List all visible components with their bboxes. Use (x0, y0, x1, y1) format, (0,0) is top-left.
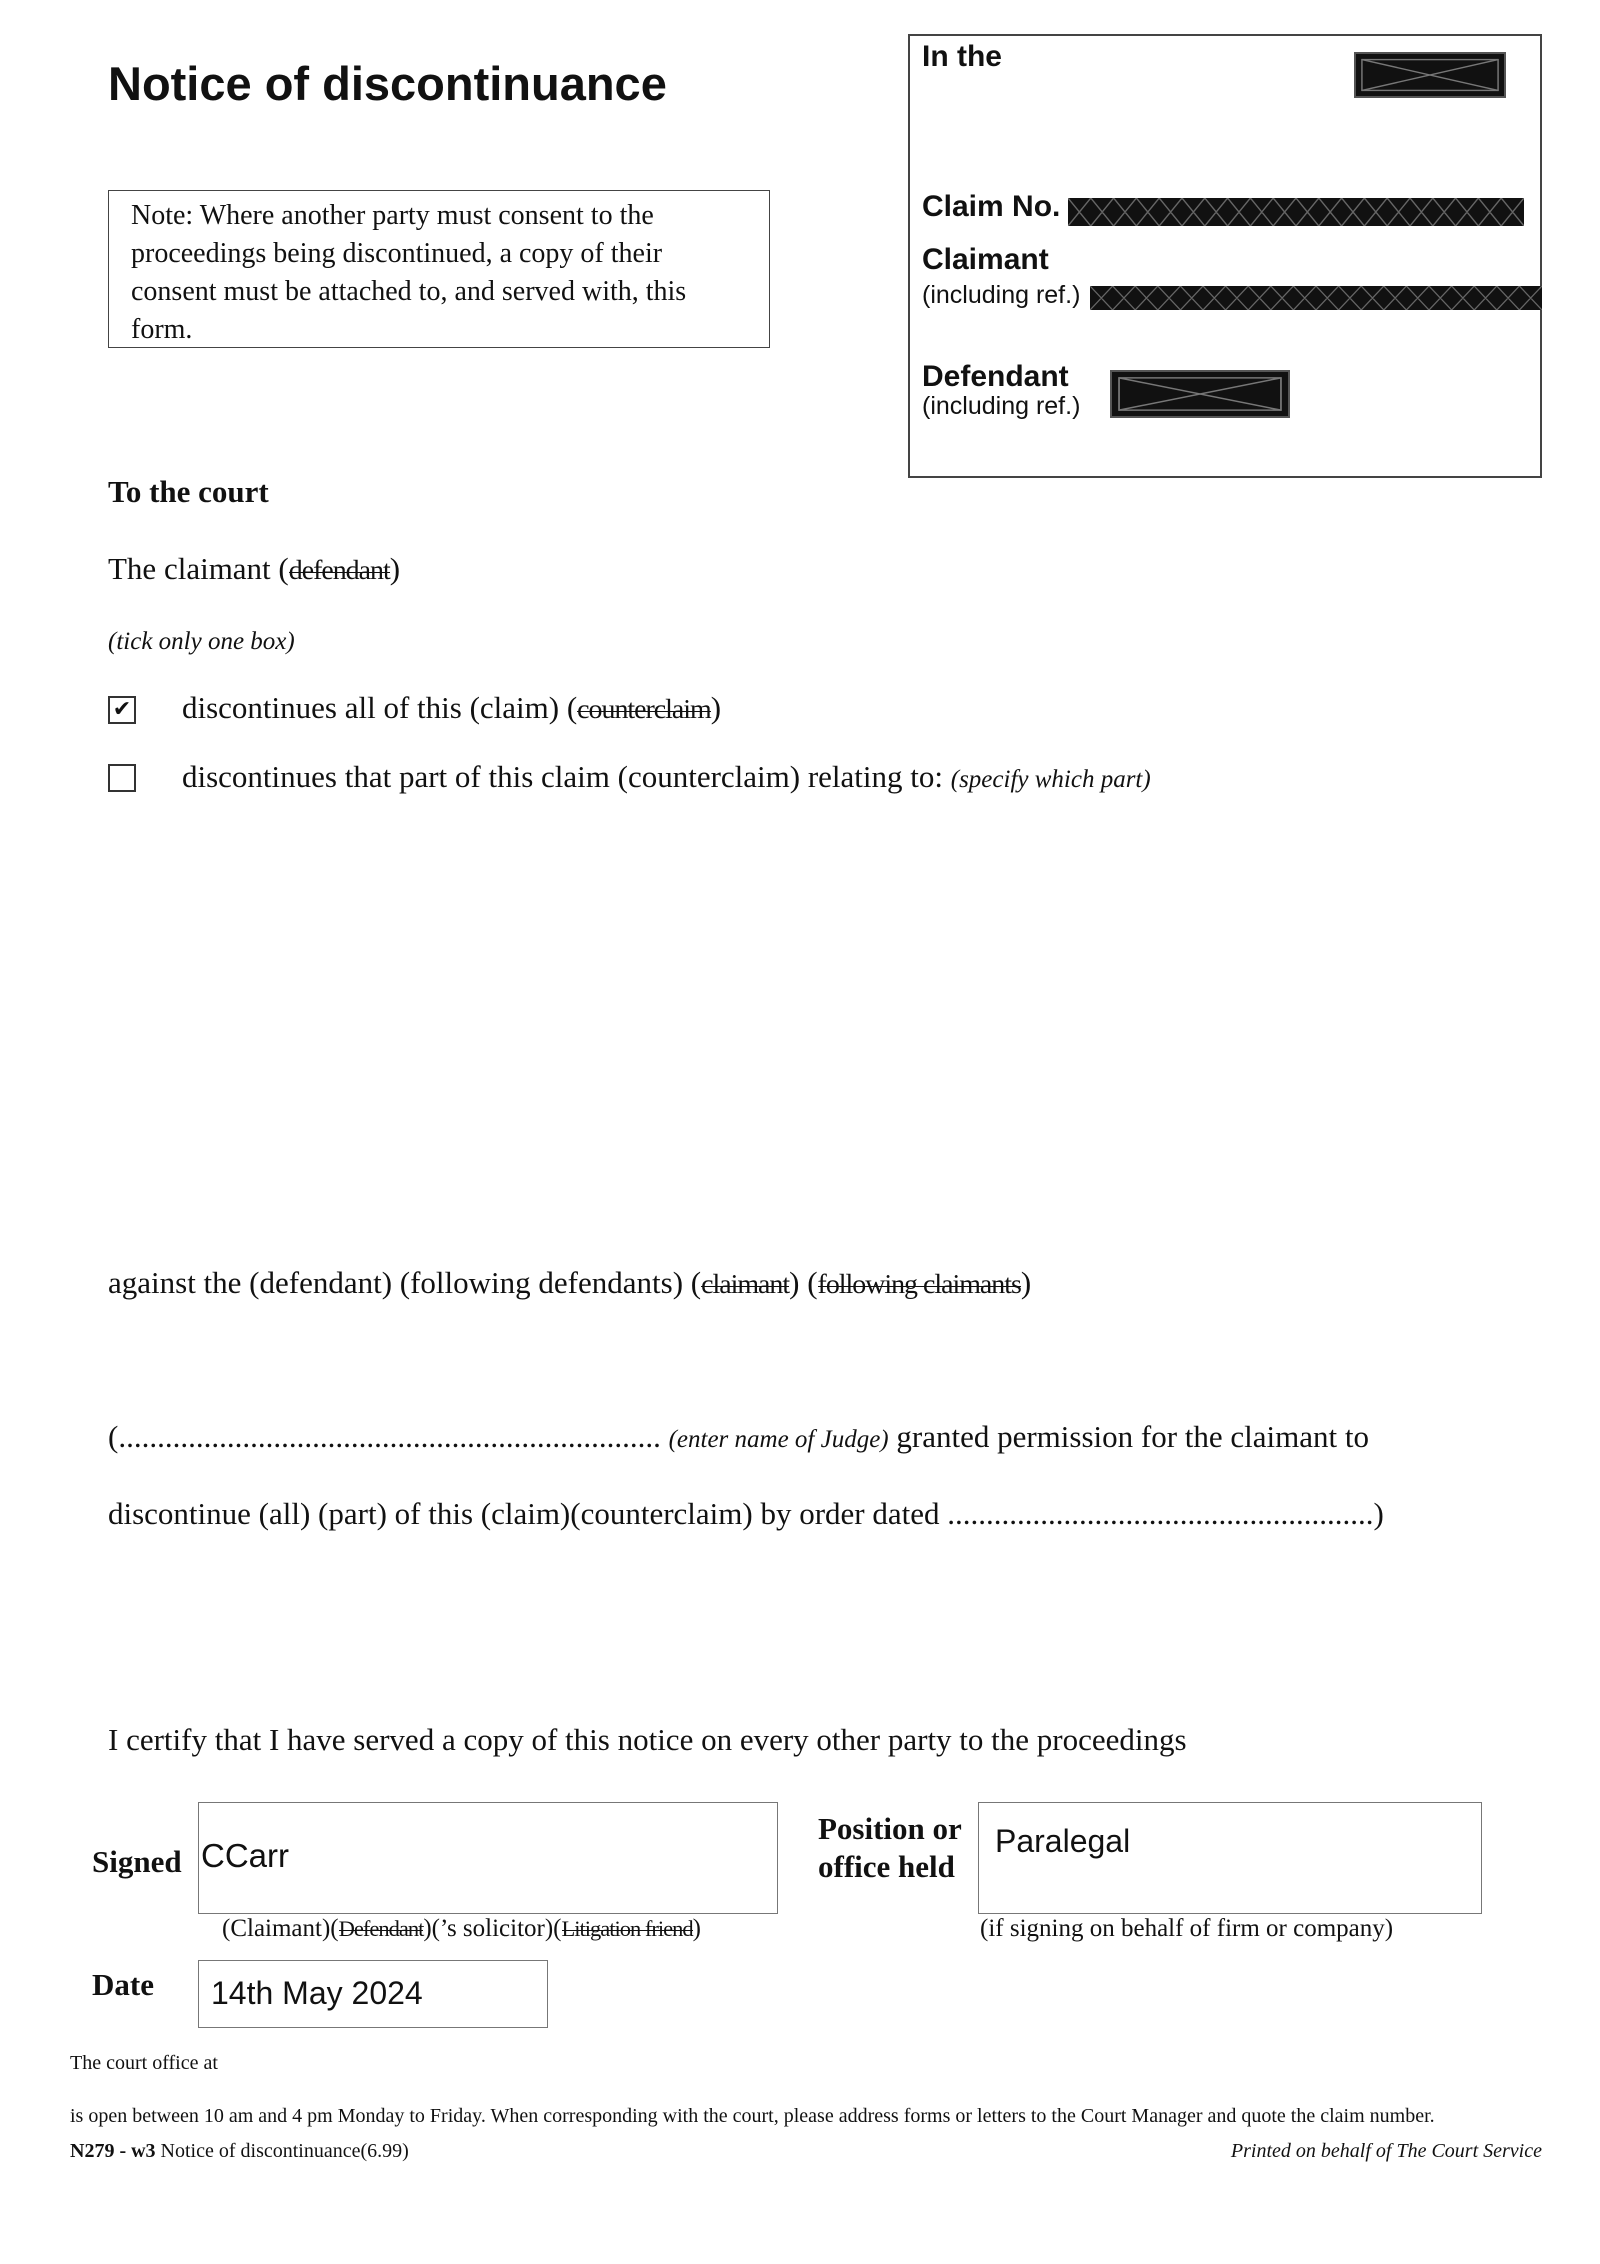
against-suffix: ) (1020, 1265, 1032, 1300)
option-part-hint: (specify which part) (950, 766, 1151, 793)
tick-hint: (tick only one box) (108, 628, 295, 655)
defendant-label: Defendant (922, 360, 1069, 393)
signer-roles (222, 1915, 701, 1943)
certify-statement: I certify that I have served a copy of this notice on every other party to the proceedings (108, 1722, 1187, 1757)
judge-text: granted permission for the claimant to (896, 1419, 1370, 1454)
struck-claimant: claimant (701, 1269, 790, 1300)
struck-defendant: defendant (288, 555, 390, 586)
party-suffix: ) (389, 551, 401, 586)
defendant-ref-label: (including ref.) (922, 392, 1081, 420)
position-label-line1: Position or (818, 1811, 962, 1846)
signature-value: CCarr (201, 1837, 289, 1874)
defendant-redacted (1110, 370, 1290, 418)
role-solicitor: )(’s solicitor)( (423, 1915, 562, 1942)
in-the-label: In the (922, 40, 1002, 73)
discontinue-all-checkbox[interactable] (108, 696, 136, 724)
judge-hint: (enter name of Judge) (668, 1426, 889, 1453)
option-all-label: discontinues all of this (claim) ( (182, 690, 578, 725)
claimant-ref-label: (including ref.) (922, 281, 1081, 309)
office-hours-text: is open between 10 am and 4 pm Monday to Friday. When corresponding with the court, please address forms or letters to the Court Manager and quote the claim number. (70, 2105, 1435, 2127)
against-mid: ) ( (789, 1265, 818, 1300)
court-office-text: The court office at (70, 2052, 218, 2074)
option-all-text (182, 690, 721, 726)
option-part-label: discontinues that part of this claim (counterclaim) relating to: (182, 759, 943, 794)
consent-note-box (108, 190, 770, 348)
to-the-court-heading: To the court (108, 474, 269, 509)
date-field[interactable] (198, 1960, 548, 2028)
role-claimant: (Claimant)( (222, 1915, 339, 1942)
date-label: Date (92, 1967, 154, 2002)
struck-role-litigation-friend: Litigation friend (561, 1916, 693, 1941)
party-line (108, 551, 400, 587)
form-name: Notice of discontinuance(6.99) (160, 2140, 409, 2162)
consent-note-text: Note: Where another party must consent to the proceedings being discontinued, a copy of their consent must be attached to, and served with, this form. (131, 200, 687, 345)
option-part-text (182, 759, 1151, 795)
position-value: Paralegal (995, 1823, 1131, 1859)
judge-permission-line2: discontinue (all) (part) of this (claim)(counterclaim) by order dated .......................................................) (108, 1496, 1384, 1531)
position-label-line2: office held (818, 1849, 955, 1884)
judge-permission-line1 (108, 1419, 1369, 1455)
claim-no-label: Claim No. (922, 190, 1061, 223)
struck-following-claimants: following claimants (817, 1269, 1021, 1300)
court-name-redacted (1354, 52, 1506, 98)
option-all-suffix: ) (710, 690, 722, 725)
position-label (818, 1810, 962, 1886)
position-hint: (if signing on behalf of firm or company) (980, 1915, 1394, 1942)
form-reference (70, 2140, 409, 2163)
against-text: against the (defendant) (following defendants) ( (108, 1265, 702, 1300)
judge-dots: (...................................................................... (108, 1419, 661, 1454)
date-value: 14th May 2024 (211, 1975, 423, 2011)
signed-label: Signed (92, 1844, 182, 1879)
printed-by: Printed on behalf of The Court Service (1230, 2140, 1542, 2162)
claim-no-redacted (1068, 198, 1524, 226)
against-line (108, 1265, 1031, 1301)
form-code: N279 - w3 (70, 2140, 156, 2162)
signature-field[interactable] (198, 1802, 778, 1914)
checkmark-icon: ✔ (112, 697, 132, 722)
discontinue-part-checkbox[interactable] (108, 764, 136, 792)
claimant-label: Claimant (922, 243, 1049, 276)
position-field[interactable] (978, 1802, 1482, 1914)
page-title: Notice of discontinuance (108, 57, 667, 110)
struck-role-defendant: Defendant (338, 1916, 424, 1941)
claimant-redacted (1090, 286, 1542, 310)
role-close: ) (692, 1915, 701, 1942)
party-prefix: The claimant ( (108, 551, 289, 586)
struck-counterclaim: counterclaim (577, 694, 711, 725)
